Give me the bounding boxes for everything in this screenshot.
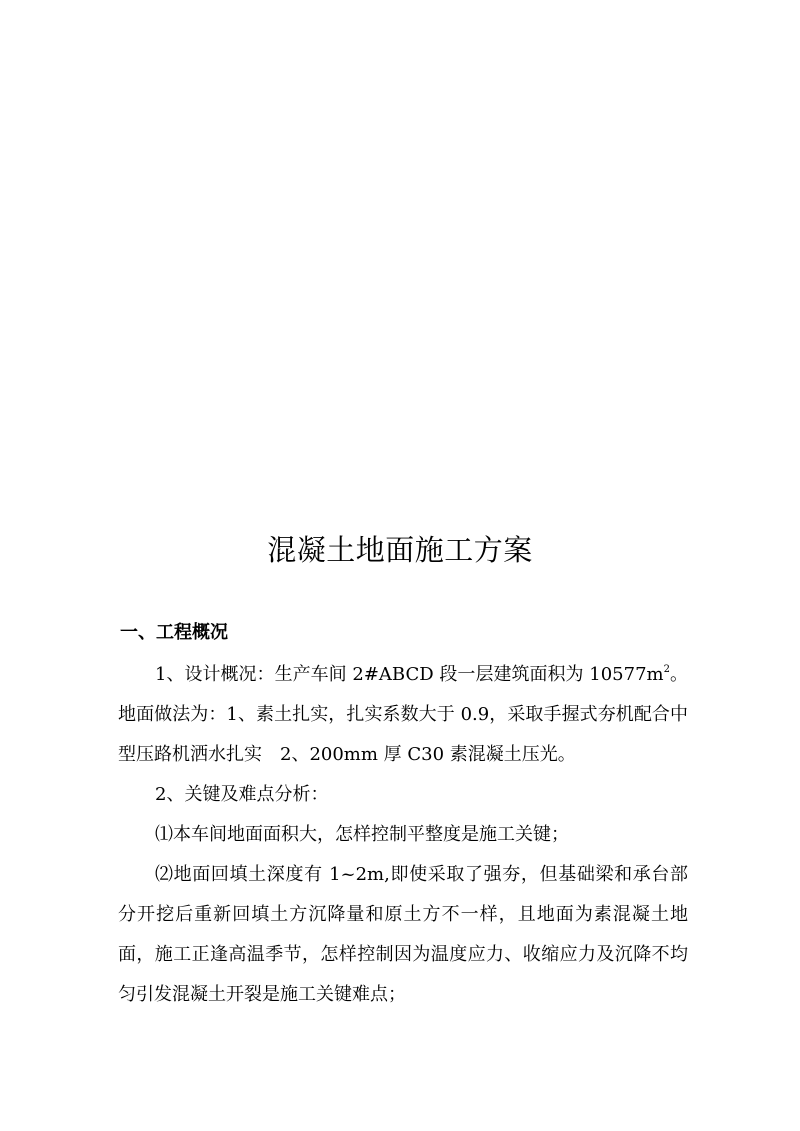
section-body: [118, 655, 688, 1015]
paragraph-design-overview: [118, 655, 688, 775]
paragraph-text: 1、设计概况：生产车间 2#ABCD 段一层建筑面积为 10577m: [155, 664, 664, 685]
paragraph-text: 。地面做法为：1、素土扎实，扎实系数大于 0.9，采取手握式夯机配合中型压路机洒水扎实 2、200mm 厚 C30 素混凝土压光。: [118, 664, 689, 765]
document-title: 混凝土地面施工方案: [267, 533, 533, 567]
paragraph-key-points-heading: 2、关键及难点分析：: [155, 784, 329, 805]
paragraph-point-1: ⑴本车间地面面积大，怎样控制平整度是施工关键；: [155, 824, 569, 845]
section-heading: 一、工程概况: [120, 622, 228, 643]
paragraph-point-2: ⑵地面回填土深度有 1~2m,即使采取了强夯，但基础梁和承台部分开挖后重新回填土方沉降量和原土方不一样，且地面为素混凝土地面，施工正逢高温季节，怎样控制因为温度应力、收缩应力及沉降不均匀引发混凝土开裂是施工关键难点；: [118, 864, 688, 1005]
superscript-2: 2: [663, 664, 670, 675]
